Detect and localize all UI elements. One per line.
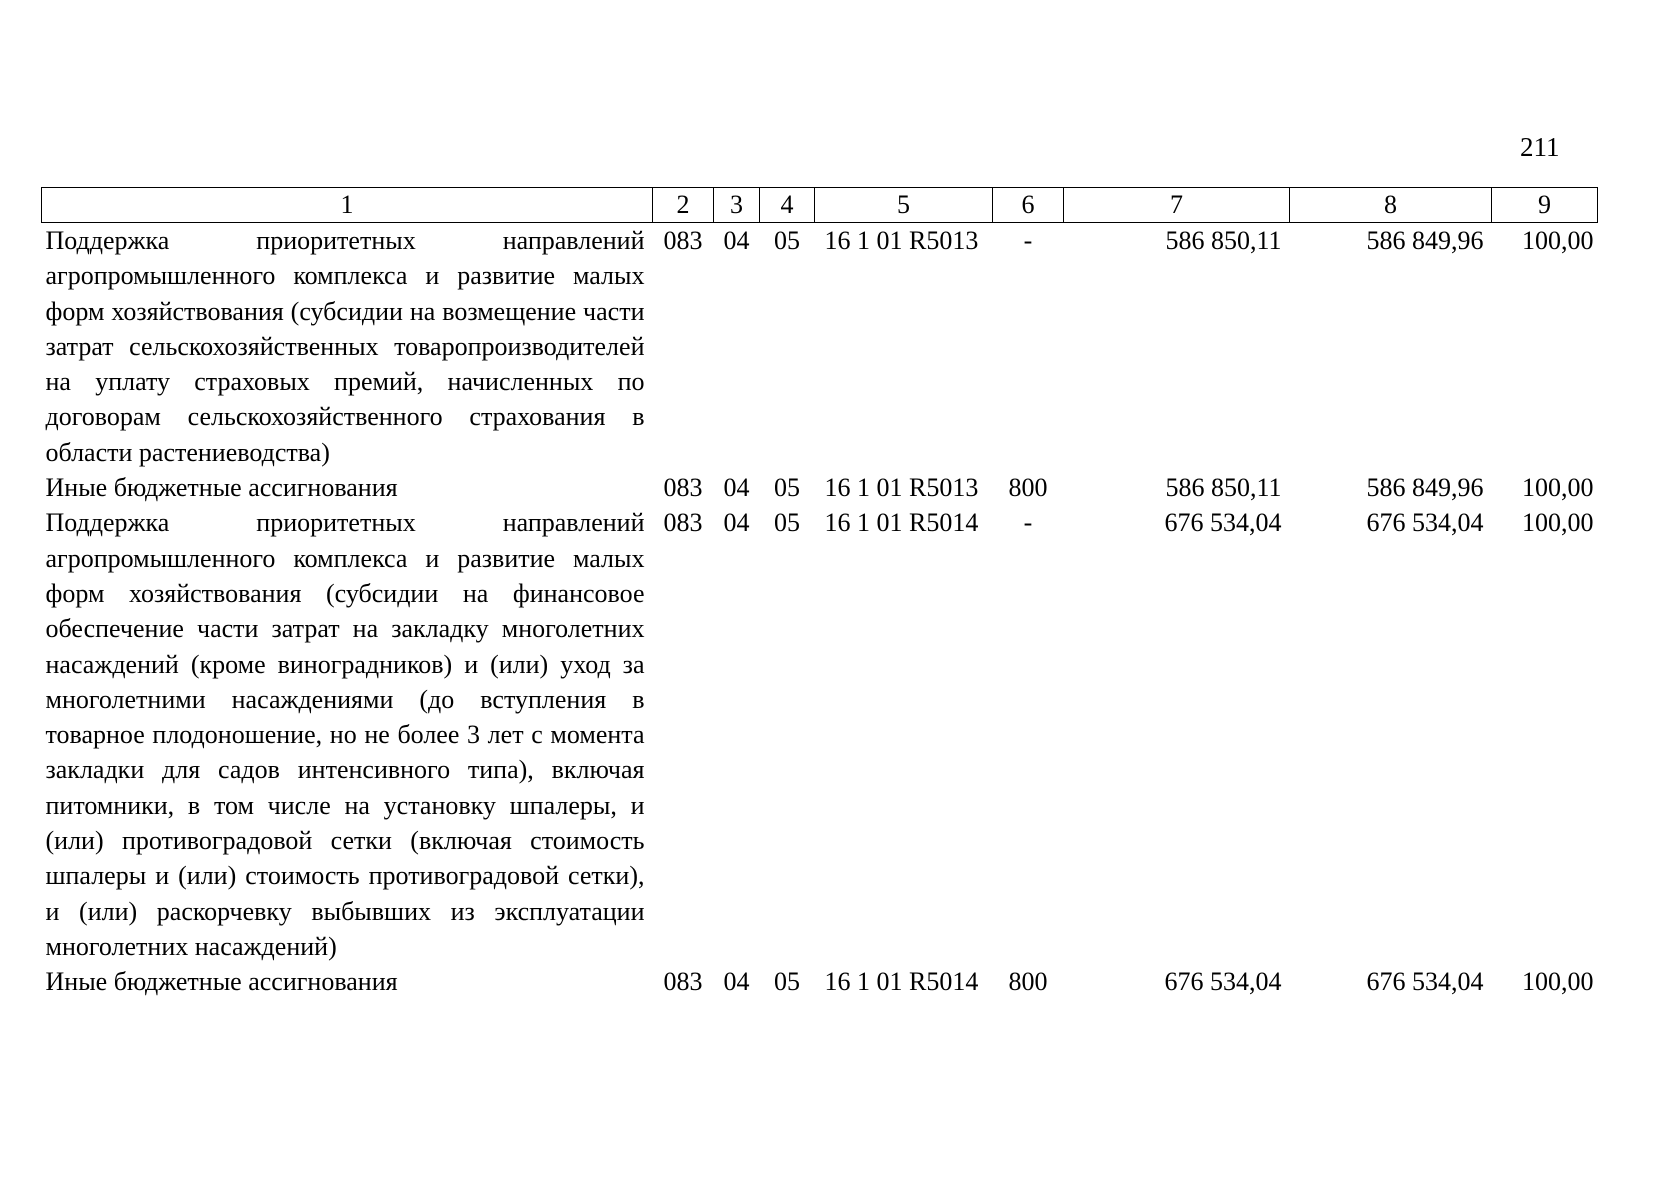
column-header: 9 (1492, 188, 1598, 223)
cell-col9: 100,00 (1522, 967, 1594, 997)
cell-col9: 100,00 (1522, 508, 1594, 538)
row-description: Поддержка приоритетных направлений агропромышленного комплекса и развитие малых форм хозяйствования (субсидии на возмещение части затрат сельскохозяйственных товаропроизводителей на уплату страховых премий, начисленных по договорам сельскохозяйственного страхования в области растениеводства) (45, 226, 645, 467)
table-row (42, 505, 1598, 964)
cell-col5: 16 1 01 R5014 (824, 967, 979, 997)
table-row (42, 470, 1598, 505)
cell-col2: 083 (663, 226, 703, 255)
cell-col7: 676 534,04 (1164, 967, 1282, 997)
table-row (42, 964, 1598, 999)
cell-col5: 16 1 01 R5013 (824, 473, 979, 503)
cell-col6: - (1023, 508, 1033, 538)
cell-col6: 800 (1008, 473, 1048, 503)
row-description: Иные бюджетные ассигнования (45, 967, 398, 997)
table-header-row (42, 188, 1598, 223)
column-header: 7 (1064, 188, 1290, 223)
cell-col8: 676 534,04 (1366, 967, 1484, 997)
column-header: 8 (1290, 188, 1492, 223)
cell-col7: 676 534,04 (1164, 508, 1282, 538)
column-header: 2 (653, 188, 714, 223)
column-header: 1 (42, 188, 653, 223)
column-header: 6 (993, 188, 1064, 223)
cell-col3: 04 (723, 473, 750, 503)
cell-col7: 586 850,11 (1165, 226, 1282, 255)
column-header: 5 (815, 188, 993, 223)
column-header: 4 (760, 188, 815, 223)
cell-col4: 05 (774, 226, 800, 255)
cell-col2: 083 (663, 473, 703, 503)
cell-col8: 676 534,04 (1366, 508, 1484, 538)
cell-col9: 100,00 (1522, 226, 1594, 255)
cell-col3: 04 (723, 508, 750, 538)
cell-col6: - (1023, 226, 1033, 255)
cell-col3: 04 (723, 226, 750, 255)
cell-col4: 05 (774, 473, 800, 503)
cell-col5: 16 1 01 R5014 (824, 508, 979, 538)
budget-table (41, 187, 1598, 1000)
cell-col7: 586 850,11 (1165, 473, 1282, 503)
cell-col3: 04 (723, 967, 750, 997)
cell-col5: 16 1 01 R5013 (824, 226, 979, 255)
row-description: Иные бюджетные ассигнования (45, 473, 398, 503)
table-row (42, 223, 1598, 471)
column-header: 3 (714, 188, 760, 223)
page-number: 211 (1520, 132, 1560, 162)
cell-col9: 100,00 (1522, 473, 1594, 503)
cell-col4: 05 (774, 508, 800, 538)
cell-col6: 800 (1008, 967, 1048, 997)
row-description: Поддержка приоритетных направлений агропромышленного комплекса и развитие малых форм хозяйствования (субсидии на финансовое обеспечение части затрат на закладку многолетних насаждений (кроме виноградников) и (или) уход за многолетними насаждениями (до вступления в товарное плодоношение, но не более 3 лет с момента закладки для садов интенсивного типа), включая питомники, в том числе на установку шпалеры, и (или) противоградовой сетки (включая стоимость шпалеры и (или) стоимость противоградовой сетки), и (или) раскорчевку выбывших из эксплуатации многолетних насаждений) (45, 508, 645, 961)
cell-col4: 05 (774, 967, 800, 997)
cell-col2: 083 (663, 508, 703, 538)
cell-col2: 083 (663, 967, 703, 997)
cell-col8: 586 849,96 (1366, 226, 1484, 255)
cell-col8: 586 849,96 (1366, 473, 1484, 503)
